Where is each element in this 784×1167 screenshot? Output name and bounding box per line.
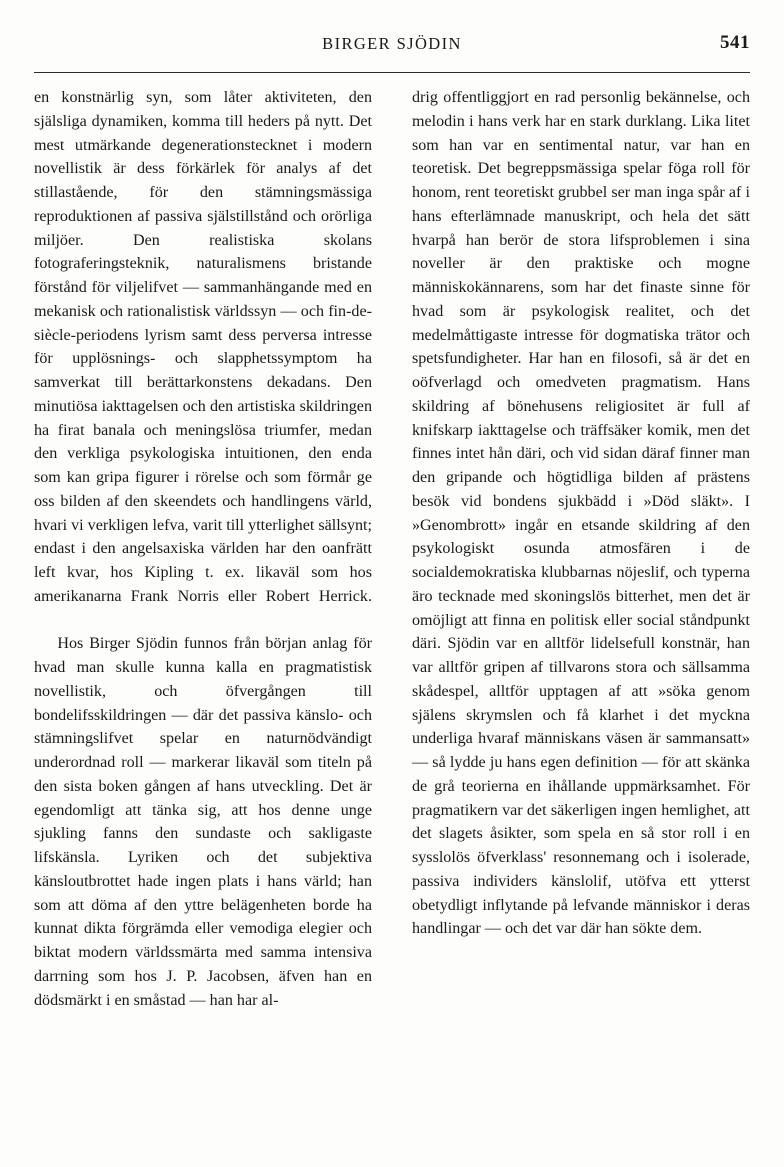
page-number: 541 [720,32,750,53]
header-rule [34,72,750,73]
paragraph: Hos Birger Sjödin funnos från början anlag för hvad man skulle kunna kalla en pragmatistisk novellistik, och öfvergången till bondelifsskildringen — där det passiva känslo- och stämningslifvet spelar en naturnödvändigt underordnad roll — markerar likaväl som titeln på den sista boken gången af hans utveckling. Det är egendomligt att tänka sig, att hos denne unge sjukling fanns den sundaste och sakligaste lifskänsla. Lyriken och det subjektiva känsloutbrottet hade ingen plats i hans värld; han som att döma af den yttre belägenheten borde ha kunnat dikta förgrämda eller vemodiga elegier och biktat modern världssmärta med samma intensiva darrning som hos J. P. Jacobsen, äfven han en dödsmärkt i en småstad — han har al- [34,635,372,1009]
paragraph: en konstnärlig syn, som låter aktiviteten, den själsliga dynamiken, komma till heders på nytt. Det mest utmärkande degenerationstecknet i modern novellistik är dess förkärlek för analys af det stillastående, för den stämningsmässiga reproduktionen af passiva själstillstånd och orörliga miljöer. Den realistiska skolans fotograferingsteknik, naturalismens bristande förstånd för viljelifvet — sammanhängande med en mekanisk och rationalistisk världssyn — och fin-de-siècle-periodens lyrism samt dess perversa intresse för upplösnings- och slapphetssymptom ha samverkat till berättarkonstens dekadans. Den minutiösa iakttagelsen och den artistiska skildringen ha firat banala och meningslösa triumfer, medan den verkliga psykologiska intuitionen, den enda som kan gripa figurer i rörelse och som förmår ge oss bilden af den skeendets och handlingens värld, hvari vi verkligen lefva, varit till ytterlighet sällsynt; endast i den angelsaxiska världen har den oanfrätt left kvar, hos Kipling t. ex. likaväl som hos amerikanarna Frank Norris eller Robert Herrick. [34,89,372,605]
left-column [34,86,372,1116]
paragraph: drig offentliggjort en rad personlig bekännelse, och melodin i hans verk har en stark durklang. Lika litet som han var en sentimental natur, var han en teoretisk. Det begreppsmässiga spelar föga roll för honom, rent teoretiskt grubbel ser man inga spår af i hans efterlämnade manuskript, och hela det sätt hvarpå han berör de stora lifsproblemen i sina noveller är den praktiske och mogne människokännarens, som har det finaste sinne för hvad som är psykologisk realitet, och det medelmåttigaste intresse för dogmatiska trätor och spetsfundigheter. Har han en filosofi, så är det en oöfverlagd och omedveten pragmatism. Hans skildring af bönehusens religiositet är full af knifskarp iakttagelse och träffsäker komik, men det finnes intet hån däri, och vid sidan däraf finner man den gripande och högtidliga bilden af prästens besök vid bondens sjukbädd i »Död släkt». I »Genombrott» ingår en etsande skildring af den psykologiskt osunda atmosfären i de socialdemokratiska klubbarnas nöjeslif, och typerna äro tecknade med skoningslös bitterhet, men det är omöjligt att finna en politisk eller social ståndpunkt däri. Sjödin var en alltför lidelsefull konstnär, han var alltför gripen af tillvarons stora och sällsamma skådespel, alltför upptagen af att »söka genom själens skrymslen och få klarhet i det myckna underliga hvaraf människans väsen är sammansatt» — så lydde ju hans egen definition — för att skänka de grå teorierna en ihållande uppmärksamhet. För pragmatikern var det säkerligen ingen hemlighet, att det slagets åsikter, som spela en så stor roll i en sysslolös öfverklass' resonnemang och i isolerade, passiva individers känslolif, utöfva ett ytterst obetydligt inflytande på lefvande människor i deras handlingar — och det var där han sökte dem. [412,89,750,938]
body-columns [34,86,750,1116]
right-column [412,86,750,1116]
running-head-title: BIRGER SJÖDIN [322,34,462,53]
running-head [34,34,750,64]
